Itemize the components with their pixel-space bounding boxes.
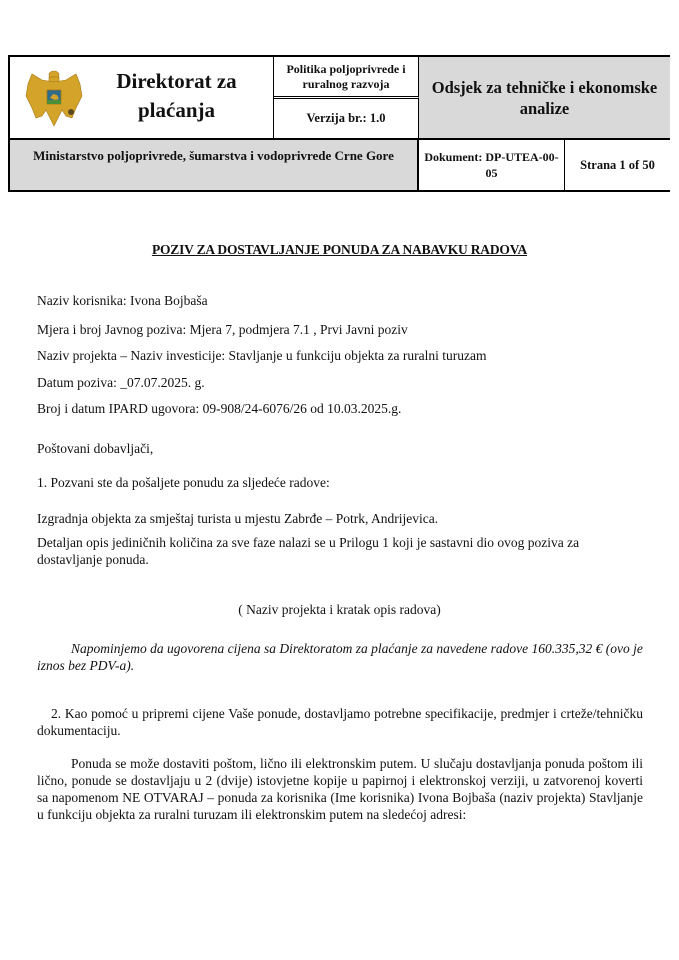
item-1: 1. Pozvani ste da pošaljete ponudu za sljedeće radove: xyxy=(37,475,330,490)
item-2: 2. Kao pomoć u pripremi cijene Vaše ponude, dostavljamo potrebne specifikacije, predmjer i crteže/tehničku dokumentaciju. xyxy=(37,706,643,738)
field-ipard-contract: Broj i datum IPARD ugovora: 09-908/24-6076/26 od 10.03.2025.g. xyxy=(37,401,402,416)
directorate-title xyxy=(80,67,273,125)
document-id-cell: Dokument: DP-UTEA-00-05 xyxy=(419,140,565,190)
coat-of-arms-icon xyxy=(24,68,84,130)
details-paragraph: Detaljan opis jediničnih količina za sve faze nalazi se u Prilogu 1 koji je sastavni dio ovog poziva za dostavljanje ponuda. xyxy=(37,535,580,567)
directorate-title-line2: plaćanja xyxy=(137,98,215,122)
directorate-cell xyxy=(10,57,274,140)
field-project: Naziv projekta – Naziv investicije: Stavljanje u funkciju objekta za ruralni turuzam xyxy=(37,348,487,363)
field-measure: Mjera i broj Javnog poziva: Mjera 7, podmjera 7.1 , Prvi Javni poziv xyxy=(37,322,408,337)
field-date: Datum poziva: _07.07.2025. g. xyxy=(37,375,205,390)
policy-cell: Politika poljoprivrede i ruralnog razvoja xyxy=(274,57,419,99)
price-note: Napominjemo da ugovorena cijena sa Direktoratom za plaćanje za navedene radove 160.335,32 € (ovo je iznos bez PDV-a). xyxy=(37,641,643,673)
page-number-cell: Strana 1 of 50 xyxy=(565,140,670,190)
field-beneficiary: Naziv korisnika: Ivona Bojbaša xyxy=(37,293,208,308)
document-title: POZIV ZA DOSTAVLJANJE PONUDA ZA NABAVKU RADOVA xyxy=(151,242,528,257)
department-cell: Odsjek za tehničke i ekonomske analize xyxy=(419,57,670,140)
caption: ( Naziv projekta i kratak opis radova) xyxy=(238,602,441,617)
ministry-cell: Ministarstvo poljoprivrede, šumarstva i vodoprivrede Crne Gore xyxy=(10,140,419,190)
works-description: Izgradnja objekta za smještaj turista u mjestu Zabrđe – Potrk, Andrijevica. xyxy=(37,511,439,526)
greeting: Poštovani dobavljači, xyxy=(37,441,154,456)
delivery-paragraph: Ponuda se može dostaviti poštom, lično ili elektronskim putem. U slučaju dostavljanja ponuda poštom ili lično, ponude se dostavljaju u 2 (dvije) istovjetne kopije u papirnoj i elektronskoj verziji, u zatvorenoj koverti sa napomenom NE OTVARAJ – ponuda za korisnika (Ime korisnika) Ivona Bojbaša (naziv projekta) Stavljanje u funkciju objekta za ruralni turuzam ili elektronskim putem na sledećoj adresi: xyxy=(37,756,643,822)
directorate-title-line1: Direktorat za xyxy=(116,69,237,93)
document-header-table xyxy=(8,55,670,192)
version-cell: Verzija br.: 1.0 xyxy=(274,99,419,140)
